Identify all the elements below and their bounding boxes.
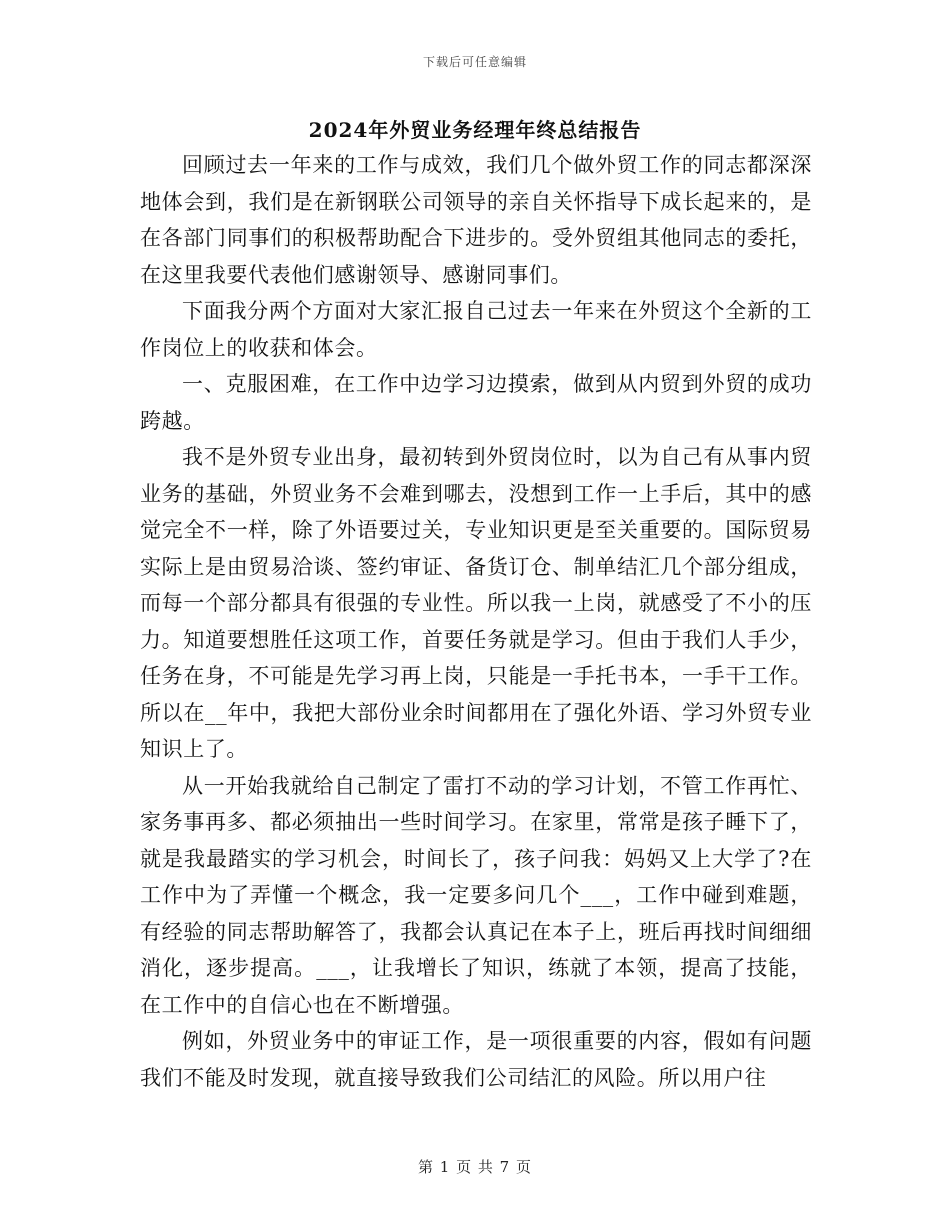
page-number: 第 1 页 共 7 页 xyxy=(418,1158,532,1176)
document-title: 2024年外贸业务经理年终总结报告 xyxy=(308,118,642,142)
section-heading-paragraph: 一、克服困难，在工作中边学习边摸索，做到从内贸到外贸的成功跨越。 xyxy=(140,372,812,433)
paragraph: 回顾过去一年来的工作与成效，我们几个做外贸工作的同志都深深地体会到，我们是在新钢联公司领导的亲自关怀指导下成长起来的，是在各部门同事们的积极帮助配合下进步的。受外贸组其他同志的委托，在这里我要代表他们感谢领导、感谢同事们。 xyxy=(140,153,812,287)
paragraph: 从一开始我就给自己制定了雷打不动的学习计划，不管工作再忙、家务事再多、都必须抽出一些时间学习。在家里，常常是孩子睡下了，就是我最踏实的学习机会，时间长了，孩子问我：妈妈又上大学了?在工作中为了弄懂一个概念，我一定要多问几个___，工作中碰到难题，有经验的同志帮助解答了，我都会认真记在本子上，班后再找时间细细消化，逐步提高。___，让我增长了知识，练就了本领，提高了技能，在工作中的自信心也在不断增强。 xyxy=(140,773,812,1017)
paragraph: 例如，外贸业务中的审证工作，是一项很重要的内容，假如有问题我们不能及时发现，就直接导致我们公司结汇的风险。所以用户往 xyxy=(140,1029,812,1090)
page-header-note: 下载后可任意编辑 xyxy=(422,55,527,69)
paragraph: 下面我分两个方面对大家汇报自己过去一年来在外贸这个全新的工作岗位上的收获和体会。 xyxy=(140,299,812,360)
paragraph: 我不是外贸专业出身，最初转到外贸岗位时，以为自己有从事内贸业务的基础，外贸业务不会难到哪去，没想到工作一上手后，其中的感觉完全不一样，除了外语要过关，专业知识更是至关重要的。国际贸易实际上是由贸易洽谈、签约审证、备货订仓、制单结汇几个部分组成，而每一个部分都具有很强的专业性。所以我一上岗，就感受了不小的压力。知道要想胜任这项工作，首要任务就是学习。但由于我们人手少，任务在身，不可能是先学习再上岗，只能是一手托书本，一手干工作。所以在__年中，我把大部份业余时间都用在了强化外语、学习外贸专业知识上了。 xyxy=(140,445,812,761)
document-body xyxy=(140,147,812,1096)
